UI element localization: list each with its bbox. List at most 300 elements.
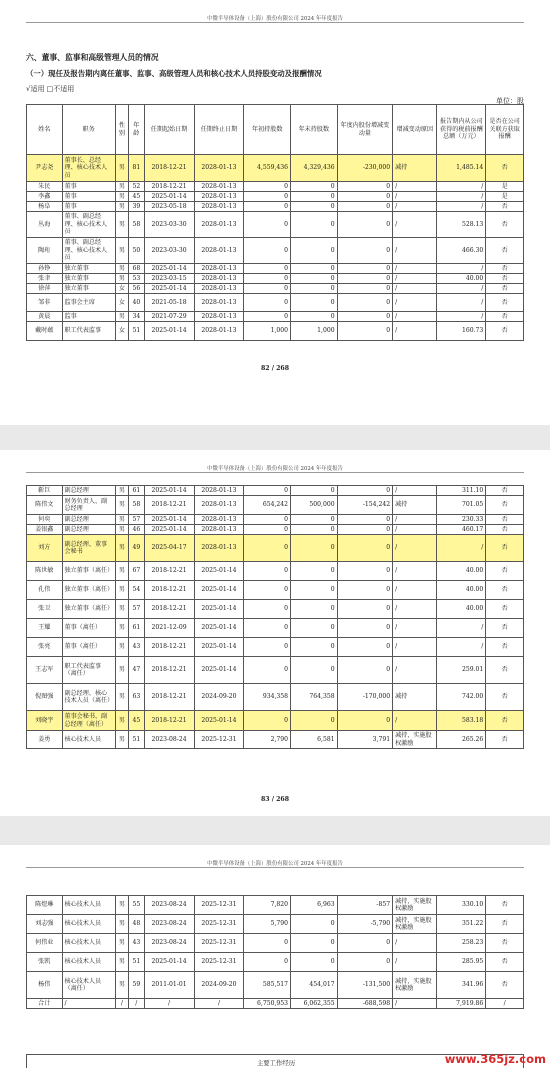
table-row <box>27 264 524 274</box>
cell-title: 独立董事 <box>62 284 115 294</box>
cell-reason: / <box>393 192 437 202</box>
table-row <box>27 525 524 535</box>
table-row <box>27 294 524 312</box>
cell-related-pay: 否 <box>486 934 524 953</box>
cell-end-date: 2025-01-14 <box>194 600 244 619</box>
column-header: 年龄 <box>129 105 145 155</box>
cell-name: 张聿 <box>27 274 63 284</box>
cell-pay: / <box>437 284 486 294</box>
cell-gender: 男 <box>115 657 128 684</box>
cell-change: 0 <box>337 953 392 972</box>
page-number: 82 / 268 <box>260 365 290 372</box>
cell-end-shares: 0 <box>291 264 338 274</box>
cell-name: 杨阜 <box>27 202 63 212</box>
cell-title: 核心技术人员 <box>62 896 115 915</box>
cell-end-date: 2024-09-20 <box>194 684 244 711</box>
cell-name: 陈伟文 <box>27 496 63 515</box>
cell-reason: / <box>393 264 437 274</box>
table-row <box>27 486 524 496</box>
cell-begin-shares: 0 <box>244 619 291 638</box>
cell-pay: 40.00 <box>437 562 486 581</box>
cell-change: 0 <box>337 212 392 238</box>
cell-pay: 259.01 <box>437 657 486 684</box>
cell-gender: 男 <box>115 684 128 711</box>
table-row <box>27 999 524 1009</box>
cell-end-shares: 0 <box>291 562 338 581</box>
cell-age: 61 <box>129 619 145 638</box>
cell-end-date: 2025-12-31 <box>194 934 244 953</box>
cell-age: 67 <box>129 562 145 581</box>
cell-related-pay: 否 <box>486 915 524 934</box>
cell-end-shares: 0 <box>291 638 338 657</box>
cell-end-shares: 0 <box>291 238 338 264</box>
cell-begin-shares: 585,517 <box>244 972 291 999</box>
table-row <box>27 312 524 322</box>
cell-begin-shares: 0 <box>244 525 291 535</box>
cell-gender: 男 <box>115 486 128 496</box>
cell-change: 0 <box>337 202 392 212</box>
cell-pay: / <box>437 182 486 192</box>
cell-name: 邹非 <box>27 294 63 312</box>
subsection-title: （一）现任及报告期内离任董事、监事、高级管理人员和核心技术人员持股变动及报酬情况 <box>26 69 322 78</box>
cell-age: 47 <box>129 657 145 684</box>
cell-name: 陈世敏 <box>27 562 63 581</box>
cell-gender: 男 <box>115 182 128 192</box>
cell-related-pay: 否 <box>486 535 524 562</box>
cell-gender: 男 <box>115 515 128 525</box>
table-row <box>27 515 524 525</box>
cell-pay: 160.73 <box>437 322 486 341</box>
cell-reason: / <box>393 953 437 972</box>
cell-start-date: 2025-04-17 <box>144 535 194 562</box>
cell-begin-shares: 1,000 <box>244 322 291 341</box>
cell-end-date: 2025-01-14 <box>194 581 244 600</box>
cell-start-date: 2025-01-14 <box>144 284 194 294</box>
cell-age: 54 <box>129 581 145 600</box>
cell-end-date: 2028-01-13 <box>194 486 244 496</box>
cell-end-date: 2028-01-13 <box>194 274 244 284</box>
cell-end-date: 2028-01-13 <box>194 155 244 182</box>
cell-pay: 258.23 <box>437 934 486 953</box>
cell-name: 张亮 <box>27 638 63 657</box>
cell-change: 0 <box>337 619 392 638</box>
cell-start-date: / <box>144 999 194 1009</box>
cell-pay: 583.18 <box>437 711 486 731</box>
cell-gender: 女 <box>115 284 128 294</box>
cell-start-date: 2018-12-21 <box>144 581 194 600</box>
table-row <box>27 657 524 684</box>
cell-reason: / <box>393 711 437 731</box>
table-row <box>27 192 524 202</box>
cell-end-date: 2025-01-14 <box>194 619 244 638</box>
cell-begin-shares: 0 <box>244 192 291 202</box>
table-row <box>27 182 524 192</box>
cell-age: 56 <box>129 284 145 294</box>
cell-name: 徐萍 <box>27 284 63 294</box>
cell-start-date: 2018-12-21 <box>144 562 194 581</box>
cell-title: 职工代表监事 <box>62 322 115 341</box>
cell-change: 0 <box>337 515 392 525</box>
cell-gender: 男 <box>115 312 128 322</box>
cell-end-shares: 0 <box>291 600 338 619</box>
cell-end-shares: 4,329,436 <box>291 155 338 182</box>
cell-change: 0 <box>337 581 392 600</box>
cell-reason: 减持，实施股权激励 <box>393 972 437 999</box>
cell-title: 董事 <box>62 182 115 192</box>
cell-end-shares: 0 <box>291 182 338 192</box>
cell-change: 0 <box>337 284 392 294</box>
column-header: 职务 <box>62 105 115 155</box>
cell-reason: / <box>393 486 437 496</box>
cell-age: 57 <box>129 600 145 619</box>
cell-related-pay: 否 <box>486 525 524 535</box>
table-row <box>27 322 524 341</box>
cell-related-pay: 否 <box>486 562 524 581</box>
cell-name: 倪图强 <box>27 684 63 711</box>
cell-name: 张凯 <box>27 953 63 972</box>
table-row <box>27 562 524 581</box>
column-header: 性别 <box>115 105 128 155</box>
cell-end-date: 2025-12-31 <box>194 896 244 915</box>
cell-age: / <box>129 999 145 1009</box>
table-row <box>27 684 524 711</box>
cell-age: 58 <box>129 212 145 238</box>
cell-pay: 466.30 <box>437 238 486 264</box>
cell-end-date: 2028-01-13 <box>194 238 244 264</box>
cell-pay: / <box>437 202 486 212</box>
cell-pay: / <box>437 619 486 638</box>
cell-related-pay: / <box>486 999 524 1009</box>
table-row <box>27 896 524 915</box>
cell-related-pay: 否 <box>486 731 524 749</box>
cell-related-pay: 是 <box>486 182 524 192</box>
cell-reason: / <box>393 182 437 192</box>
cell-begin-shares: 0 <box>244 312 291 322</box>
cell-end-date: 2025-12-31 <box>194 731 244 749</box>
cell-title: 独立董事（离任） <box>62 581 115 600</box>
cell-name: 张卫 <box>27 600 63 619</box>
holdings-table <box>26 104 524 341</box>
cell-age: 46 <box>129 525 145 535</box>
cell-begin-shares: 0 <box>244 638 291 657</box>
cell-name: 陶珩 <box>27 238 63 264</box>
cell-related-pay: 否 <box>486 972 524 999</box>
cell-title: 副总经理 <box>62 525 115 535</box>
cell-name: 合计 <box>27 999 63 1009</box>
cell-name: 尹志尧 <box>27 155 63 182</box>
cell-start-date: 2018-12-21 <box>144 600 194 619</box>
cell-name: 何伟业 <box>27 934 63 953</box>
cell-begin-shares: 0 <box>244 238 291 264</box>
cell-gender: 男 <box>115 972 128 999</box>
cell-reason: / <box>393 619 437 638</box>
cell-change: 0 <box>337 711 392 731</box>
cell-end-date: 2028-01-13 <box>194 284 244 294</box>
cell-gender: 男 <box>115 535 128 562</box>
cell-end-date: 2025-01-14 <box>194 562 244 581</box>
cell-title: 董事长、总经理、核心技术人员 <box>62 155 115 182</box>
cell-start-date: 2021-12-09 <box>144 619 194 638</box>
cell-name: 孙铮 <box>27 264 63 274</box>
cell-end-shares: 454,017 <box>291 972 338 999</box>
cell-begin-shares: 0 <box>244 294 291 312</box>
table-row <box>27 972 524 999</box>
cell-pay: / <box>437 264 486 274</box>
cell-gender: 男 <box>115 934 128 953</box>
cell-related-pay: 否 <box>486 322 524 341</box>
cell-end-shares: 0 <box>291 953 338 972</box>
cell-title: 核心技术人员 <box>62 953 115 972</box>
cell-begin-shares: 0 <box>244 581 291 600</box>
cell-change: 0 <box>337 264 392 274</box>
cell-begin-shares: 0 <box>244 486 291 496</box>
column-header: 报告期内从公司获得的税前报酬总额（万元） <box>437 105 486 155</box>
cell-reason: 减持 <box>393 496 437 515</box>
cell-begin-shares: 0 <box>244 953 291 972</box>
cell-end-shares: 500,000 <box>291 496 338 515</box>
cell-end-shares: 6,581 <box>291 731 338 749</box>
cell-gender: 男 <box>115 896 128 915</box>
cell-end-date: 2028-01-13 <box>194 182 244 192</box>
cell-start-date: 2025-01-14 <box>144 953 194 972</box>
cell-end-date: 2028-01-13 <box>194 496 244 515</box>
cell-gender: 男 <box>115 264 128 274</box>
cell-name: 杨伟 <box>27 972 63 999</box>
cell-title: 监事会主席 <box>62 294 115 312</box>
cell-age: 59 <box>129 972 145 999</box>
cell-gender: 男 <box>115 155 128 182</box>
cell-start-date: 2025-01-14 <box>144 192 194 202</box>
cell-related-pay: 否 <box>486 274 524 284</box>
table-row <box>27 953 524 972</box>
cell-start-date: 2011-01-01 <box>144 972 194 999</box>
cell-end-shares: 0 <box>291 274 338 284</box>
cell-end-date: 2028-01-13 <box>194 212 244 238</box>
cell-name: 姜勇 <box>27 731 63 749</box>
cell-reason: / <box>393 638 437 657</box>
cell-age: 50 <box>129 238 145 264</box>
cell-change: 0 <box>337 638 392 657</box>
cell-change: -170,000 <box>337 684 392 711</box>
cell-name: 姜银鑫 <box>27 525 63 535</box>
cell-gender: 男 <box>115 581 128 600</box>
cell-start-date: 2023-08-24 <box>144 934 194 953</box>
cell-title: / <box>62 999 115 1009</box>
cell-age: 49 <box>129 535 145 562</box>
cell-gender: 男 <box>115 600 128 619</box>
cell-start-date: 2023-08-24 <box>144 731 194 749</box>
cell-gender: 女 <box>115 322 128 341</box>
cell-begin-shares: 0 <box>244 202 291 212</box>
cell-end-date: 2028-01-13 <box>194 525 244 535</box>
cell-title: 董事（离任） <box>62 619 115 638</box>
cell-begin-shares: 0 <box>244 657 291 684</box>
cell-reason: / <box>393 212 437 238</box>
cell-start-date: 2018-12-21 <box>144 711 194 731</box>
cell-pay: 330.10 <box>437 896 486 915</box>
table-row <box>27 619 524 638</box>
cell-age: 61 <box>129 486 145 496</box>
cell-name: 王耀 <box>27 619 63 638</box>
page-number: 83 / 268 <box>260 796 290 803</box>
applicability-note: √适用 □不适用 <box>26 85 75 93</box>
cell-pay: 40.00 <box>437 581 486 600</box>
column-header: 姓名 <box>27 105 63 155</box>
cell-change: -230,000 <box>337 155 392 182</box>
cell-gender: 男 <box>115 619 128 638</box>
cell-name: 靳巨 <box>27 486 63 496</box>
cell-gender: 男 <box>115 638 128 657</box>
cell-age: 43 <box>129 934 145 953</box>
cell-reason: / <box>393 322 437 341</box>
cell-begin-shares: 0 <box>244 711 291 731</box>
cell-start-date: 2025-01-14 <box>144 486 194 496</box>
cell-reason: / <box>393 600 437 619</box>
page-header: 中微半导体设备（上海）股份有限公司 2024 年年度报告 <box>207 16 343 22</box>
cell-change: -688,598 <box>337 999 392 1009</box>
cell-age: 45 <box>129 711 145 731</box>
cell-end-shares: 0 <box>291 212 338 238</box>
cell-age: 51 <box>129 731 145 749</box>
cell-end-shares: 0 <box>291 312 338 322</box>
table-row <box>27 915 524 934</box>
cell-title: 董事、副总经理、核心技术人员 <box>62 212 115 238</box>
cell-change: 0 <box>337 312 392 322</box>
cell-begin-shares: 0 <box>244 274 291 284</box>
cell-reason: 减持，实施股权激励 <box>393 731 437 749</box>
cell-reason: / <box>393 999 437 1009</box>
cell-change: 0 <box>337 274 392 284</box>
cell-age: 57 <box>129 515 145 525</box>
cell-start-date: 2023-05-18 <box>144 202 194 212</box>
cell-begin-shares: 2,790 <box>244 731 291 749</box>
cell-end-date: 2028-01-13 <box>194 515 244 525</box>
cell-start-date: 2023-03-15 <box>144 274 194 284</box>
cell-pay: 742.00 <box>437 684 486 711</box>
cell-end-shares: 0 <box>291 535 338 562</box>
cell-title: 财务负责人、副总经理 <box>62 496 115 515</box>
cell-reason: / <box>393 525 437 535</box>
cell-title: 核心技术人员（离任） <box>62 972 115 999</box>
cell-change: 0 <box>337 535 392 562</box>
cell-gender: 男 <box>115 212 128 238</box>
cell-begin-shares: 0 <box>244 600 291 619</box>
cell-begin-shares: 654,242 <box>244 496 291 515</box>
column-header: 年末持股数 <box>291 105 338 155</box>
cell-pay: 230.33 <box>437 515 486 525</box>
cell-begin-shares: 5,790 <box>244 915 291 934</box>
cell-change: -154,242 <box>337 496 392 515</box>
report-page-82 <box>0 0 550 425</box>
cell-start-date: 2018-12-21 <box>144 155 194 182</box>
holdings-table-continued <box>26 485 524 749</box>
cell-title: 职工代表监事（离任） <box>62 657 115 684</box>
cell-start-date: 2025-01-14 <box>144 525 194 535</box>
cell-end-shares: 6,963 <box>291 896 338 915</box>
cell-change: -131,500 <box>337 972 392 999</box>
cell-pay: / <box>437 638 486 657</box>
cell-end-shares: 0 <box>291 192 338 202</box>
table-header-row <box>27 105 524 155</box>
cell-age: 51 <box>129 953 145 972</box>
cell-end-shares: 0 <box>291 581 338 600</box>
cell-name: 李鑫 <box>27 192 63 202</box>
cell-gender: 男 <box>115 915 128 934</box>
cell-gender: 男 <box>115 731 128 749</box>
cell-title: 独立董事 <box>62 274 115 284</box>
cell-begin-shares: 0 <box>244 212 291 238</box>
cell-reason: / <box>393 202 437 212</box>
cell-change: 3,791 <box>337 731 392 749</box>
table-row <box>27 600 524 619</box>
cell-reason: 减持，实施股权激励 <box>393 915 437 934</box>
cell-begin-shares: 6,750,953 <box>244 999 291 1009</box>
cell-begin-shares: 0 <box>244 182 291 192</box>
cell-age: 53 <box>129 274 145 284</box>
header-divider <box>26 22 524 23</box>
cell-start-date: 2025-01-14 <box>144 322 194 341</box>
cell-reason: / <box>393 284 437 294</box>
cell-related-pay: 否 <box>486 684 524 711</box>
cell-end-shares: 0 <box>291 619 338 638</box>
cell-title: 副总经理 <box>62 515 115 525</box>
cell-reason: / <box>393 581 437 600</box>
table-row <box>27 731 524 749</box>
unit-note: 单位：股 <box>496 97 524 105</box>
cell-end-shares: 0 <box>291 284 338 294</box>
cell-end-shares: 0 <box>291 294 338 312</box>
cell-end-date: 2025-01-14 <box>194 657 244 684</box>
cell-pay: 7,919.86 <box>437 999 486 1009</box>
cell-change: 0 <box>337 294 392 312</box>
cell-change: 0 <box>337 657 392 684</box>
cell-age: 40 <box>129 294 145 312</box>
cell-end-shares: 0 <box>291 525 338 535</box>
cell-title: 董事 <box>62 202 115 212</box>
cell-gender: / <box>115 999 128 1009</box>
cell-pay: 40.00 <box>437 600 486 619</box>
cell-end-shares: 0 <box>291 711 338 731</box>
cell-age: 34 <box>129 312 145 322</box>
cell-begin-shares: 0 <box>244 535 291 562</box>
section-title: 六、董事、监事和高级管理人员的情况 <box>26 53 159 62</box>
cell-related-pay: 否 <box>486 284 524 294</box>
cell-start-date: 2018-12-21 <box>144 496 194 515</box>
cell-end-date: 2025-12-31 <box>194 953 244 972</box>
cell-reason: / <box>393 274 437 284</box>
cell-change: 0 <box>337 562 392 581</box>
cell-title: 副总经理、董事会秘书 <box>62 535 115 562</box>
cell-name: 刘志强 <box>27 915 63 934</box>
cell-pay: 265.26 <box>437 731 486 749</box>
cell-reason: 减持 <box>393 155 437 182</box>
table-row <box>27 934 524 953</box>
cell-name: 黄晨 <box>27 312 63 322</box>
cell-age: 51 <box>129 322 145 341</box>
cell-related-pay: 否 <box>486 711 524 731</box>
cell-age: 81 <box>129 155 145 182</box>
table-row <box>27 274 524 284</box>
cell-change: -5,790 <box>337 915 392 934</box>
cell-start-date: 2018-12-21 <box>144 182 194 192</box>
cell-pay: 341.96 <box>437 972 486 999</box>
table-row <box>27 581 524 600</box>
column-header: 任期终止日期 <box>194 105 244 155</box>
cell-end-date: 2028-01-13 <box>194 202 244 212</box>
cell-gender: 男 <box>115 274 128 284</box>
cell-start-date: 2018-12-21 <box>144 684 194 711</box>
cell-related-pay: 否 <box>486 896 524 915</box>
